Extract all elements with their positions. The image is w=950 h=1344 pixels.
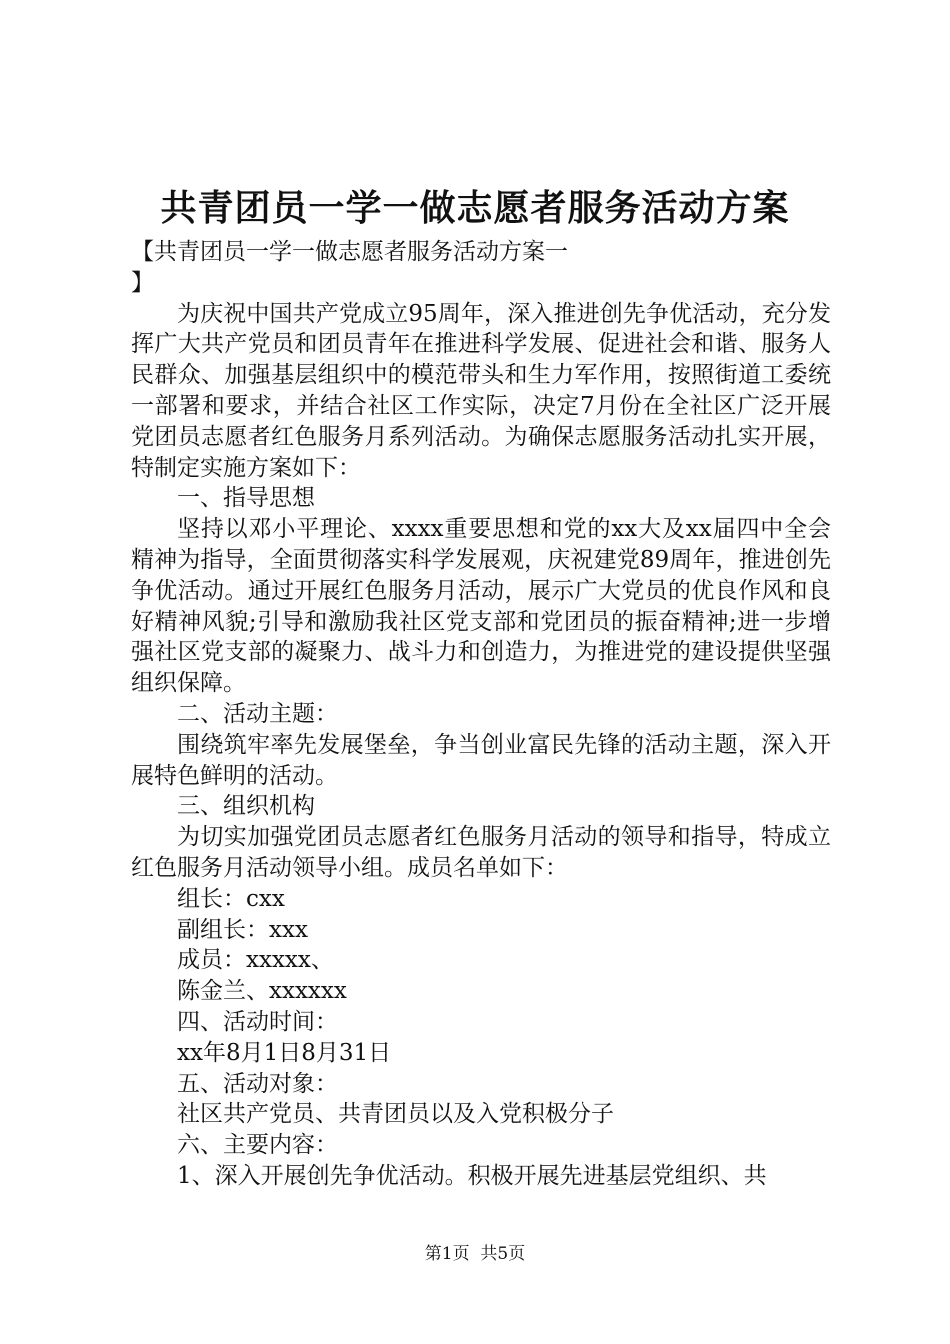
members-line: 成员：xxxxx、 <box>177 947 334 974</box>
section-heading-theme: 二、活动主题： <box>177 700 338 727</box>
document-body <box>131 237 831 1192</box>
section-heading-target: 五、活动对象： <box>177 1070 338 1097</box>
page-total: 共5页 <box>480 1244 526 1264</box>
document-title: 共青团员一学一做志愿者服务活动方案 <box>160 188 790 229</box>
subtitle-line-1: 【共青团员一学一做志愿者服务活动方案一 <box>131 239 568 265</box>
section-heading-guiding-ideology: 一、指导思想 <box>177 485 315 512</box>
content-item-1: 1、深入开展创先争优活动。积极开展先进基层党组织、共 <box>177 1162 767 1189</box>
section-heading-organization: 三、组织机构 <box>177 793 315 820</box>
members-continued-line: 陈金兰、xxxxxx <box>177 978 347 1005</box>
page-footer <box>0 1242 950 1266</box>
organization-paragraph: 为切实加强党团员志愿者红色服务月活动的领导和指导，特成立红色服务月活动领导小组。成员名单如下： <box>131 824 831 881</box>
team-leader-line: 组长：cxx <box>177 885 285 912</box>
section-heading-content: 六、主要内容： <box>177 1132 338 1159</box>
theme-paragraph: 围绕筑牢率先发展堡垒，争当创业富民先锋的活动主题，深入开展特色鲜明的活动。 <box>131 731 831 789</box>
page-number: 第1页 <box>424 1244 470 1264</box>
deputy-leader-line: 副组长：xxx <box>177 916 308 943</box>
intro-paragraph: 为庆祝中国共产党成立95周年，深入推进创先争优活动，充分发挥广大共产党员和团员青年在推进科学发展、促进社会和谐、服务人民群众、加强基层组织中的模范带头和生力军作用，按照街道工委统一部署和要求，并结合社区工作实际，决定7月份在全社区广泛开展党团员志愿者红色服务月系列活动。为确保志愿服务活动扎实开展，特制定实施方案如下： <box>131 300 831 481</box>
subtitle-line-2: 】 <box>131 269 154 296</box>
target-line: 社区共产党员、共青团员以及入党积极分子 <box>177 1101 614 1128</box>
section-heading-time: 四、活动时间： <box>177 1008 338 1035</box>
guiding-ideology-paragraph: 坚持以邓小平理论、xxxx重要思想和党的xx大及xx届四中全会精神为指导，全面贯彻落实科学发展观，庆祝建党89周年，推进创先争优活动。通过开展红色服务月活动，展示广大党员的优良作风和良好精神风貌;引导和激励我社区党支部和党团员的振奋精神;进一步增强社区党支部的凝聚力、战斗力和创造力，为推进党的建设提供坚强组织保障。 <box>131 516 831 697</box>
time-line: xx年8月1日8月31日 <box>177 1039 392 1066</box>
